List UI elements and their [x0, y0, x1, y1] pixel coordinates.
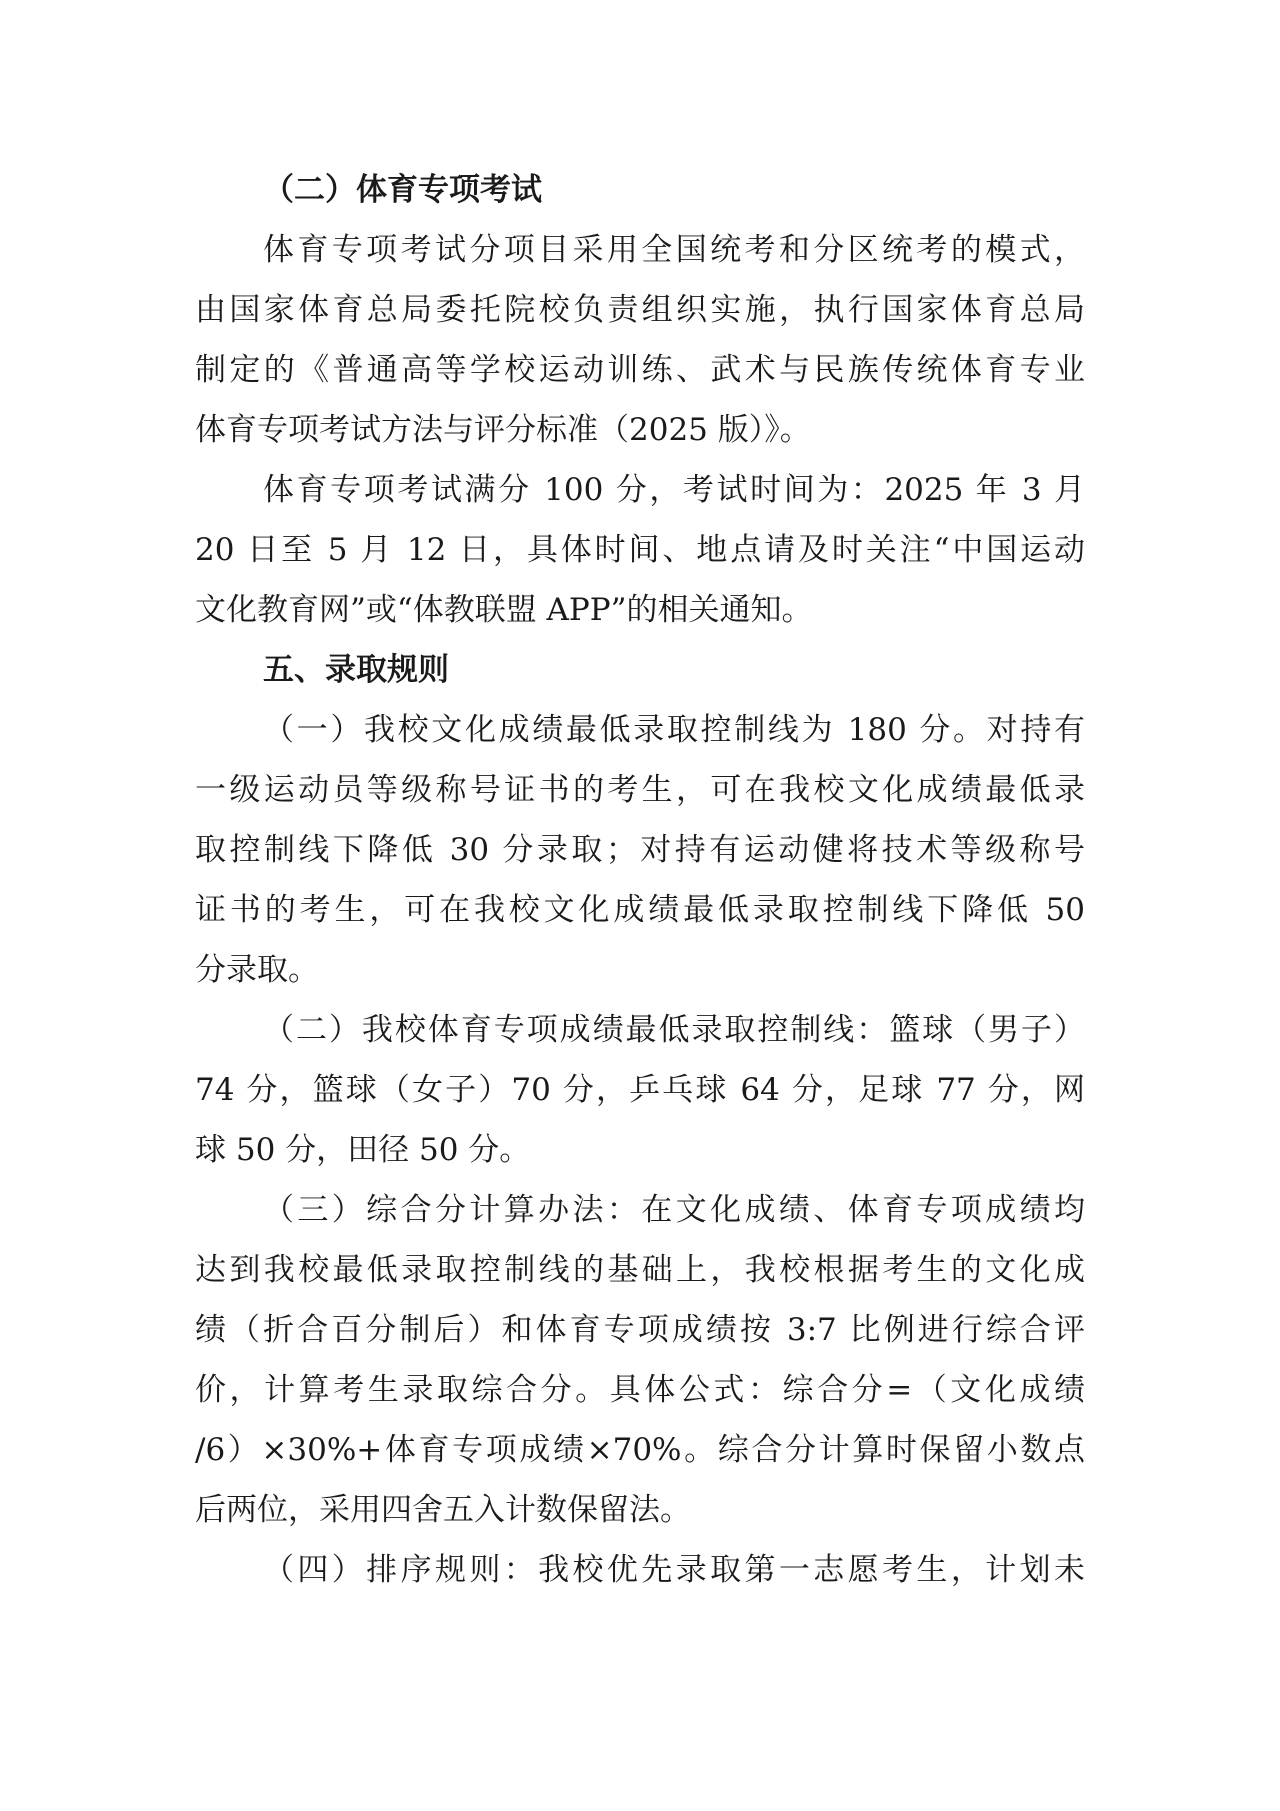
paragraph-line: （四）排序规则：我校优先录取第一志愿考生，计划未 [263, 1552, 1085, 1588]
paragraph-line: 绩（折合百分制后）和体育专项成绩按 3:7 比例进行综合评 [195, 1312, 1085, 1348]
paragraph-line: 球 50 分，田径 50 分。 [195, 1132, 531, 1168]
paragraph-line: 制定的《普通高等学校运动训练、武术与民族传统体育专业 [195, 352, 1085, 388]
paragraph-line: 体育专项考试满分 100 分，考试时间为：2025 年 3 月 [263, 472, 1085, 508]
paragraph-culture-score-line [195, 700, 1085, 1000]
paragraph-line: 分录取。 [195, 952, 319, 988]
document-body [195, 160, 1085, 1600]
paragraph-line: 证书的考生，可在我校文化成绩最低录取控制线下降低 50 [195, 892, 1085, 928]
paragraph-line: （一）我校文化成绩最低录取控制线为 180 分。对持有 [263, 712, 1085, 748]
paragraph-sports-score-line [195, 1000, 1085, 1180]
paragraph-line: 20 日至 5 月 12 日，具体时间、地点请及时关注“中国运动 [195, 532, 1085, 568]
paragraph-line: （三）综合分计算办法：在文化成绩、体育专项成绩均 [263, 1192, 1085, 1228]
paragraph-line: 取控制线下降低 30 分录取；对持有运动健将技术等级称号 [195, 832, 1085, 868]
paragraph-composite-score [195, 1180, 1085, 1540]
paragraph-line: （二）我校体育专项成绩最低录取控制线：篮球（男子） [263, 1012, 1085, 1048]
paragraph-line: 体育专项考试分项目采用全国统考和分区统考的模式， [263, 232, 1085, 268]
paragraph-line: 74 分，篮球（女子）70 分，乒乓球 64 分，足球 77 分，网 [195, 1072, 1085, 1108]
paragraph-line: 价，计算考生录取综合分。具体公式：综合分=（文化成绩 [195, 1372, 1085, 1408]
section-heading-admission-rules: 五、录取规则 [263, 652, 449, 688]
paragraph-line: /6）×30%+体育专项成绩×70%。综合分计算时保留小数点 [195, 1432, 1085, 1468]
sub-heading-sports-exam: （二）体育专项考试 [263, 172, 542, 208]
paragraph-line: 后两位，采用四舍五入计数保留法。 [195, 1492, 691, 1528]
paragraph-ranking-rules [195, 1540, 1085, 1600]
paragraph-line: 文化教育网”或“体教联盟 APP”的相关通知。 [195, 592, 813, 628]
paragraph-line: 体育专项考试方法与评分标准（2025 版）》。 [195, 412, 811, 448]
paragraph-line: 一级运动员等级称号证书的考生，可在我校文化成绩最低录 [195, 772, 1085, 808]
paragraph-exam-mode [195, 220, 1085, 460]
paragraph-line: 由国家体育总局委托院校负责组织实施，执行国家体育总局 [195, 292, 1085, 328]
paragraph-exam-time [195, 460, 1085, 640]
paragraph-line: 达到我校最低录取控制线的基础上，我校根据考生的文化成 [195, 1252, 1085, 1288]
